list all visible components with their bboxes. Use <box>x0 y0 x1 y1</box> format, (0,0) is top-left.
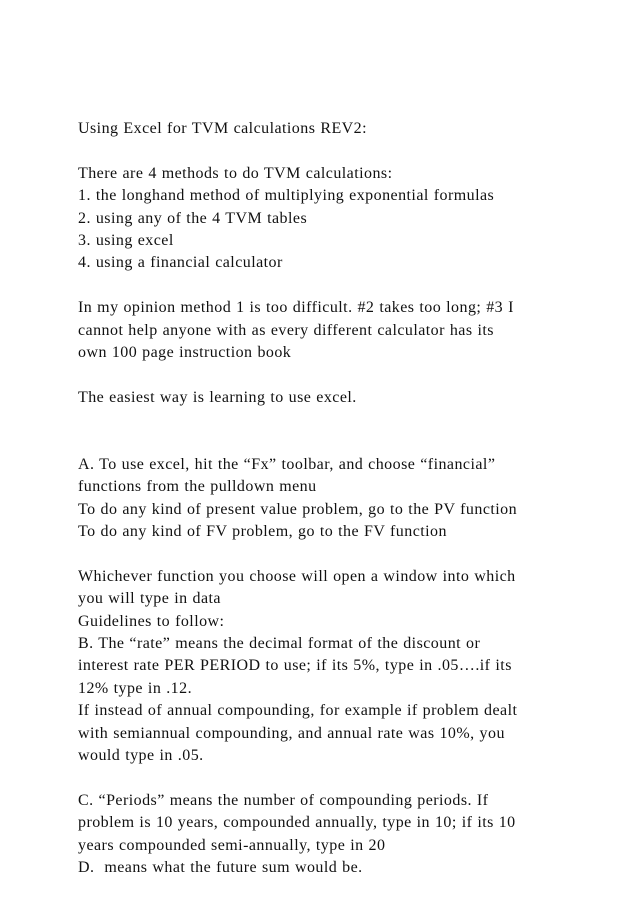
section-a-line-2: functions from the pulldown menu <box>78 478 317 496</box>
section-b-line-3: 12% type in .12. <box>78 679 193 697</box>
spacer <box>78 275 618 297</box>
method-item-4: 4. using a financial calculator <box>78 254 283 272</box>
section-c-line-1: C. “Periods” means the number of compounding periods. If <box>78 791 489 809</box>
spacer <box>78 409 618 454</box>
section-a-line-4: To do any kind of FV problem, go to the FV function <box>78 523 447 541</box>
section-b-line-1: B. The “rate” means the decimal format of the discount or <box>78 635 481 652</box>
method-item-1: 1. the longhand method of multiplying exponential formulas <box>78 187 495 205</box>
methods-heading: There are 4 methods to do TVM calculations: <box>78 164 393 182</box>
spacer <box>78 364 618 386</box>
section-c-line-2: problem is 10 years, compounded annually, type in 10; if its 10 <box>78 814 516 832</box>
spacer <box>78 543 618 565</box>
section-b-line-2: interest rate PER PERIOD to use; if its 5%, type in .05….if its <box>78 657 512 675</box>
spacer <box>78 140 618 162</box>
spacer <box>78 767 618 789</box>
section-b-line-6: would type in .05. <box>78 746 204 764</box>
guidelines-line-1: Whichever function you choose will open a window into which <box>78 567 516 585</box>
opinion-line-3: own 100 page instruction book <box>78 343 292 361</box>
section-b-line-4: If instead of annual compounding, for example if problem dealt <box>78 702 518 720</box>
method-item-3: 3. using excel <box>78 231 174 249</box>
opinion-line-1: In my opinion method 1 is too difficult. #2 takes too long; #3 I <box>78 299 514 317</box>
guidelines-line-2: you will type in data <box>78 590 221 608</box>
section-b-line-5: with semiannual compounding, and annual rate was 10%, you <box>78 724 505 742</box>
section-c-line-3: years compounded semi-annually, type in 20 <box>78 836 386 854</box>
section-a-line-3: To do any kind of present value problem, go to the PV function <box>78 500 518 518</box>
guidelines-line-3: Guidelines to follow: <box>78 612 225 630</box>
document-body <box>78 118 618 879</box>
section-a-line-1: A. To use excel, hit the “Fx” toolbar, and choose “financial” <box>78 455 496 473</box>
opinion-line-2: cannot help anyone with as every different calculator has its <box>78 321 494 339</box>
section-d-line-1: D. means what the future sum would be. <box>78 858 363 876</box>
method-item-2: 2. using any of the 4 TVM tables <box>78 209 308 227</box>
document-title: Using Excel for TVM calculations REV2: <box>78 120 368 137</box>
easiest-way-line: The easiest way is learning to use excel. <box>78 388 357 406</box>
